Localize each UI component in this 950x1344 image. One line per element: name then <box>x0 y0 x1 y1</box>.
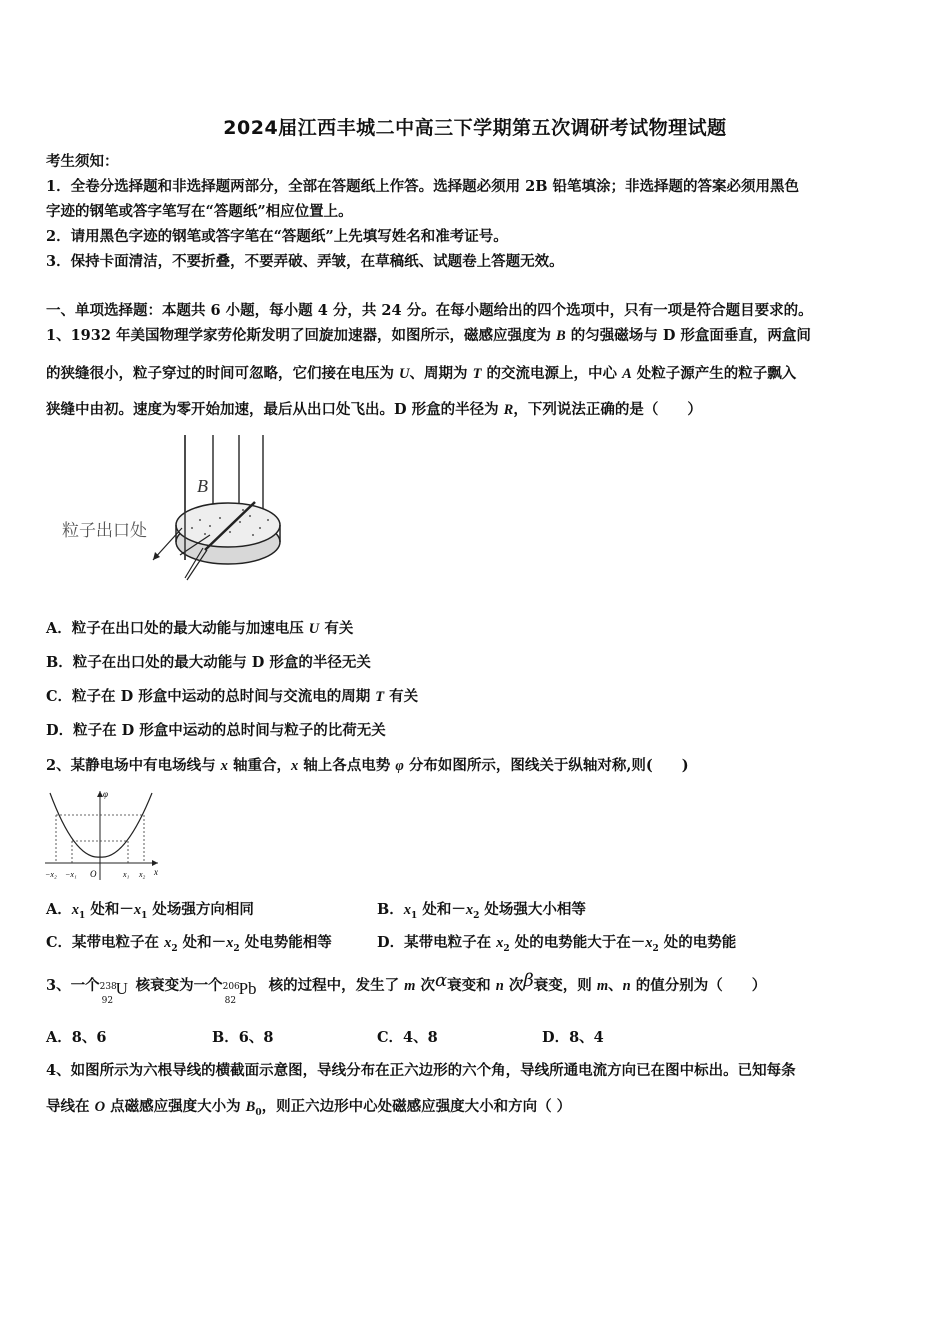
q3-option-d: D．8、4 <box>542 1029 604 1046</box>
potential-graph <box>40 785 165 885</box>
q3-option-b: B．6、8 <box>212 1029 274 1046</box>
cyclotron-label-b: B <box>197 476 208 496</box>
q3-stem: 3、一个 238 92 U 核衰变为一个 206 82 Pb 核的过程中，发生了 m 次α衰变和 n 次β衰变，则 m、n 的值分别为（ ） <box>46 970 767 1006</box>
q1-stem-line3: 狭缝中由初。速度为零开始加速，最后从出口处飞出。D 形盒的半径为 R，下列说法正确的是（ ） <box>46 401 702 418</box>
graph-x1-label: x₁ <box>123 870 130 879</box>
q1-option-c: C．粒子在 D 形盒中运动的总时间与交流电的周期 T 有关 <box>46 688 419 705</box>
notice-item-1a: 1．全卷分选择题和非选择题两部分，全部在答题纸上作答。选择题必须用 2B 铅笔填涂；非选择题的答案必须用黑色 <box>46 178 800 195</box>
uranium-nuclide: 238 92 U <box>99 979 128 1006</box>
graph-origin-label: O <box>90 869 97 879</box>
q2-stem: 2、某静电场中有电场线与 x 轴重合，x 轴上各点电势 φ 分布如图所示，图线关于纵轴对称,则( ) <box>46 757 689 774</box>
section-heading: 一、单项选择题：本题共 6 小题，每小题 4 分，共 24 分。在每小题给出的四个选项中，只有一项是符合题目要求的。 <box>46 302 813 319</box>
graph-phi-label: φ <box>103 789 108 799</box>
q3-option-a: A．8、6 <box>46 1029 107 1046</box>
q1-option-a: A．粒子在出口处的最大动能与加速电压 U 有关 <box>46 620 354 637</box>
graph-x2-label: x₂ <box>139 870 146 879</box>
q1-option-b: B．粒子在出口处的最大动能与 D 形盒的半径无关 <box>46 654 371 671</box>
graph-x-label: x <box>154 867 158 877</box>
lead-nuclide: 206 82 Pb <box>222 979 257 1006</box>
q1-stem-line2: 的狭缝很小，粒子穿过的时间可忽略，它们接在电压为 U、周期为 T 的交流电源上，中心 A 处粒子源产生的粒子飘入 <box>46 365 797 382</box>
graph-neg-x2-label: −x₂ <box>45 870 57 879</box>
q2-option-a: A．$x_1$ 处和$-x_1$ 处场强方向相同 <box>46 901 254 921</box>
q2-option-b: B．$x_1$ 处和$-x_2$ 处场强大小相等 <box>377 901 586 921</box>
q3-option-c: C．4、8 <box>377 1029 438 1046</box>
q1-stem-line1: 1、1932 年美国物理学家劳伦斯发明了回旋加速器，如图所示，磁感应强度为 B 的匀强磁场与 D 形盒面垂直，两盒间 <box>46 327 811 344</box>
q4-stem-line2: 导线在 O 点磁感应强度大小为 $B_0$，则正六边形中心处磁感应强度大小和方向（ ） <box>46 1098 572 1118</box>
notice-item-1b: 字迹的钢笔或答字笔写在“答题纸”相应位置上。 <box>46 203 353 220</box>
q2-option-d: D．某带电粒子在 $x_2$ 处的电势能大于在$-x_2$ 处的电势能 <box>377 934 737 954</box>
q4-stem-line1: 4、如图所示为六根导线的横截面示意图，导线分布在正六边形的六个角，导线所通电流方向已在图中标出。已知每条 <box>46 1062 796 1079</box>
graph-neg-x1-label: −x₁ <box>65 870 77 879</box>
cyclotron-figure <box>55 430 295 595</box>
notice-item-3: 3．保持卡面清洁，不要折叠，不要弄破、弄皱，在草稿纸、试题卷上答题无效。 <box>46 253 564 270</box>
notice-heading: 考生须知： <box>46 153 119 170</box>
notice-item-2: 2．请用黑色字迹的钢笔或答字笔在“答题纸”上先填写姓名和准考证号。 <box>46 228 508 245</box>
q2-option-c: C．某带电粒子在 $x_2$ 处和$-x_2$ 处电势能相等 <box>46 934 332 954</box>
q1-option-d: D．粒子在 D 形盒中运动的总时间与粒子的比荷无关 <box>46 722 386 739</box>
cyclotron-label-exit: 粒子出口处 <box>62 521 147 541</box>
page-title: 2024届江西丰城二中高三下学期第五次调研考试物理试题 <box>223 117 727 139</box>
